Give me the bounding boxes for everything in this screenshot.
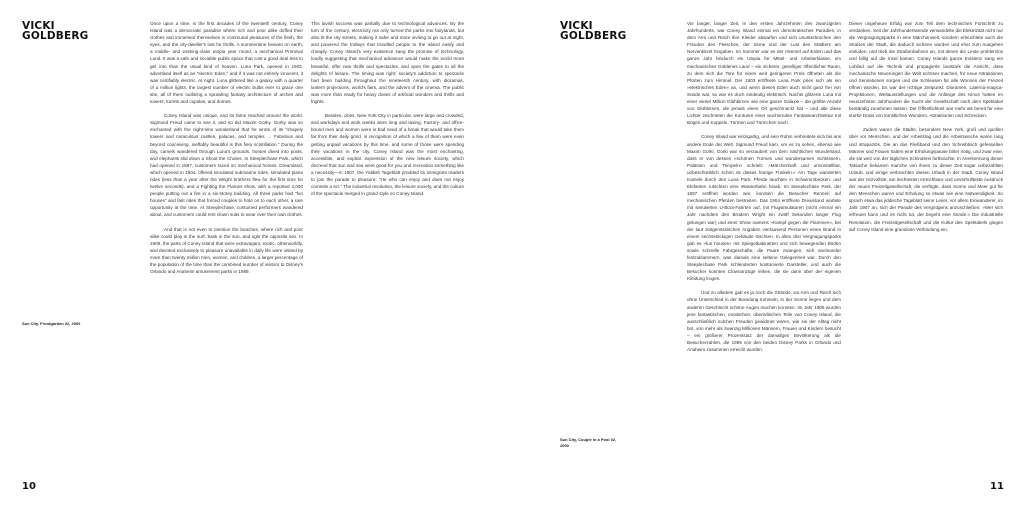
author-last-name: GOLDBERG [560,30,627,42]
paragraph: Coney Island was unique, and its fame reached around the world. Sigmund Freud came to see it, and so did Maxim Gorky. Gorky was so enchanted with the night-time wonderland that he wrote of its "shapely towers and miraculous castles, palaces, and temples … Fabulous and beyond conceiving, ineffably beautiful is this fiery scintillation." During the day, camels wandered through Luna's grounds, horses dived into pools, and elephants slid down a Shoot the Chutes. In Steeplechase Park, which had opened in 1897, customers raced on mechanical horses. Dreamland, which opened in 1904, offered simulated submarine rides, simulated plane rides (less than a year after the Wright brothers flew for the first time for twelve seconds), and a Fighting the Flames show, with a reported 4,000 people putting out a fire in a six-storey building. All three parks had "fun houses" and fast rides that forced couples to hold on to each other, a rare opportunity at the time. At Steeplechase, costumed performers wandered about, and customers could rent clown suits to wear over their own clothes. [150,113,303,218]
paragraph: Dieser ungeheure Erfolg war zum Teil dem technischen Fortschritt zu verdanken. Seit der Jahrhundertwende verwandelte die Elektrizität nicht nur die Vergnügungsparks in eine Märchenwelt, sondern erleuchtete auch die Straßen der Stadt, die dadurch sicherer wurden und eher zum Ausgehen einluden, und trieb die Straßenbahnen an, mit denen die Leute problemlos und billig auf die Insel kamen. Coney Islands ganze Existenz sang ein Loblied auf die Technik und propagierte lautstark die Ansicht, dass mechanische Neuerungen die Welt schöner machen, für neue Attraktionen und Sensationen sorgen und die Schleusen für alle Wonnen der Freizeit öffnen würden. Es war der richtige Zeitpunkt: Dioramen, Laterna-magica-Projektionen, Weltausstellungen und die Anfänge des Kinos hatten im neunzehnten Jahrhundert die Sucht der Gesellschaft nach dem Spektakel beständig zunehmen lassen. Die Öffentlichkeit war mehr als bereit für eine starke Dosis von künstlichen Wundern, Attraktionen und Schrecken. [849,21,1003,119]
english-text-column-1 [150,20,303,282]
author-last-name: GOLDBERG [22,30,89,42]
paragraph: Once upon a time, in the first decades of the twentieth century, Coney Island was a democratic paradise where rich and poor alike doffed their clothes and immersed themselves in communal pleasures of the flesh, the eyes, and the city-dweller's lust for thrills. A summertime heaven on earth, a middle- and working-class utopia year round, a mechanical Primeval Land. It was a safe and sociable public space that cost a good deal less to get into than the usual kind of heaven. Luna Park, opened in 1903, advertised itself as an "electric Eden," and if it was not entirely innocent, it was certifiably electric. At night, Luna glittered like a galaxy with a quarter of a million lights, the largest number of electric bulbs ever to grace one site, all of them outlining a sprawling fantasy architecture of arches and towers, turrets and cupolas, and domes. [150,21,303,105]
author-logo [22,21,88,41]
author-first-name: VICKI [22,20,55,32]
paragraph: Coney Island war einzigartig, und sein Ruhm verbreitete sich bis ans andere Ende der Welt. Sigmund Freud kam, um es zu sehen, ebenso wie Maxim Gorki. Gorki war so verzaubert von dem nächtlichen Wunderland, dass er von dessen »schönen Türmen und wundersamen Schlössern, Palästen und Tempeln« schrieb: »Märchenhaft und unvorstellbar, unbeschreiblich schön ist dieses feurige Funkeln.« Am Tage wanderten Kamele durch den Luna Park, Pferde tauchten in Schwimmbecken, und Elefanten rutschten eine Wasserbahn hinab. Im Steeplechase Park, der 1897 eröffnet worden war, konnten die Besucher Rennen auf mechanischen Pferden bestreiten. Das 1904 eröffnete Dreamland wartete mit simulierten U-Boot-Fahrten auf, mit Flugsimulatoren (nicht einmal ein Jahr nachdem den Brüdern Wright ein zwölf Sekunden langer Flug gelungen war) und einer Show namens »Kampf gegen die Flammen«, bei der laut zeitgenössischen Angaben viertausend Personen einen Brand in einem sechsstöckigen Gebäude löschten. In allen drei Vergnügungsparks gab es »fun houses« mit Spiegelkabinetten und sich bewegenden Böden sowie schnelle Fahrgeschäfte, die Paare zwangen, sich aneinander festzuklammern, was damals eine seltene Gelegenheit war. Durch den Steeplechase Park schlenderten kostümierte Darsteller, und auch die Besucher konnten Clownanzüge leihen, die sie dann über der eigenen Kleidung trugen. [687,134,841,282]
german-text-column-1 [687,20,841,360]
paragraph: This lavish success was partially due to technological advances. By the turn of the century, electricity not only turned the parks into fairylands, but also lit the city streets, making it safer and more inviting to go out at night, and powered the trolleys that trundled people to the island easily and cheaply. Coney Island's very existence sang the promise of technology, loudly suggesting that mechanical advances would make the world more beautiful, offer new thrills and spectacles, and open the gates to all the delights of leisure. The timing was right: society's addiction to spectacle had been building throughout the nineteenth century, with dioramas, lantern projections, world's fairs, and the advent of the cinema. The public was more than ready for heavy doses of artificial wonders and thrills and frights. [311,21,464,105]
paragraph: Vor langer, langer Zeit, in den ersten Jahrzehnten des zwanzigsten Jahrhunderts, war Coney Island einmal ein demokratisches Paradies, in dem Arm und Reich ihre Kleider abwarfen und sich ununterbrochen den Freuden des Fleisches, der Sinne und der Lust des Städters am Nervenkitzel hingaben. Im Sommer war es der Himmel auf Erden und das ganze Jahr hindurch ein Utopia für Mittel- und Arbeiterklasse, ein mechanisches Goldenes Land – ein sicherer, geselliger öffentlicher Raum, zu dem sich die Tore für einen weit geringeren Preis öffneten als die Pforten zum Himmel. Der 1903 eröffnete Luna Park pries sich als ein »elektrisches Eden« an, und wenn dieses Eden auch nicht ganz frei von Sünde war, so war es doch eindeutig elektrisch. Nachts glitzerte Luna mit einer viertel Million Glühbirnen wie eine ganze Galaxie – die größte Anzahl von Glühbirnen, die jemals einen Ort geschmückt hat – und alle diese Lichter zeichneten die Konturen einer wuchernden Fantasiearchitektur mit Bögen und Kuppeln, Türmen und Türmchen nach. [687,21,841,126]
paragraph: Besides, cities, New York City in particular, were large and crowded, and workdays and work weeks were long and taxing. Factory- and office-bound men and women were in bad need of a break that would take them far from their daily grind, in recognition of which a few of them were even getting unpaid vacations by this time, and some of those were spending their vacations in the city. Coney Island was the most enchanting, accessible, and explicit expression of the new leisure society, which decreed that sun and sea were good for you and recreation something like a necessity—in 1907, the Yiddish Tageblatt prodded its immigrant readers to join the parade to pleasure: "He who can enjoy and does not enjoy commits a sin." The industrial revolution, the leisure society, and the culture of the spectacle merged in grand style on Coney Island. [311,113,464,197]
image-caption: Sun City, Couple in a Pool 02, 2000 [560,437,617,448]
paragraph: And that is not even to mention the beaches, where rich and poor alike could play in the surf, bask in the sun, and ogle the opposite sex. In 1909, the parts of Coney Island that were extravagant, exotic, otherworldly, and devoted exclusively to pleasure unavailable in daily life were visited by more than twenty million men, women, and children, a larger percentage of the population of the time than the combined number of visitors to Disney's Orlando and Anaheim amusement parks in 1989. [150,226,303,275]
right-page [512,0,1024,512]
german-text-column-2 [849,20,1003,240]
page-number: 11 [990,481,1004,492]
paragraph: Und zu alledem gab es ja noch die Strände, wo Arm und Reich sich ohne Unterschied in der Brandung tummeln, in der Sonne liegen und dem anderen Geschlecht schöne Augen machen konnten. Im Jahr 1909 wurden jene fantastischen, exotischen, überirdischen Teile von Coney Island, die ausschließlich solchen Freuden gewidmet waren, wie sie der Alltag nicht bot, von mehr als zwanzig Millionen Männern, Frauen und Kindern besucht – ein größerer Prozentsatz der damaligen Bevölkerung als die Besucherzahlen, die 1989 von den beiden Disney Parks in Orlando und Anaheim zusammen erreicht wurden. [687,290,841,353]
author-first-name: VICKI [560,20,593,32]
image-caption: Sun City, Frontgarden 02, 2000 [22,321,81,326]
paragraph: Zudem waren die Städte, besonders New York, groß und quollen über vor Menschen, und der Arbeitstag und die Arbeitswoche waren lang und strapaziös. Die an das Fließband und den Schreibtisch gefesselten Männer und Frauen hatten eine Erholungspause bitter nötig, und zwar eine, die sie weit von der täglichen Schinderei fortbrachte. In Anerkennung dieser Tatsache bekamen manche von ihnen zu dieser Zeit sogar unbezahlten Urlaub, und einige verbrachten diesen Urlaub in der Stadt. Coney Island war der reizvollste, am leichtesten erreichbare und unverhüllteste Ausdruck der neuen Freizeitgesellschaft, die verfügte, dass Sonne und Meer gut für den Menschen waren und Erholung so etwas wie eine Notwendigkeit. So sprach etwa das jiddische Tageblatt seine Leser, vor allem Einwanderer, im Jahr 1907 an, sich der Parade des Vergnügens anzuschließen: »Wer sich erfreuen kann und es nicht tut, der begeht eine Sünde.« Die industrielle Revolution, die Freizeitgesellschaft und die Kultur des Spektakels gingen auf Coney Island eine grandiose Verbindung ein. [849,127,1003,232]
author-logo [560,21,626,41]
english-text-column-2 [311,20,464,204]
page-number: 10 [22,481,36,492]
